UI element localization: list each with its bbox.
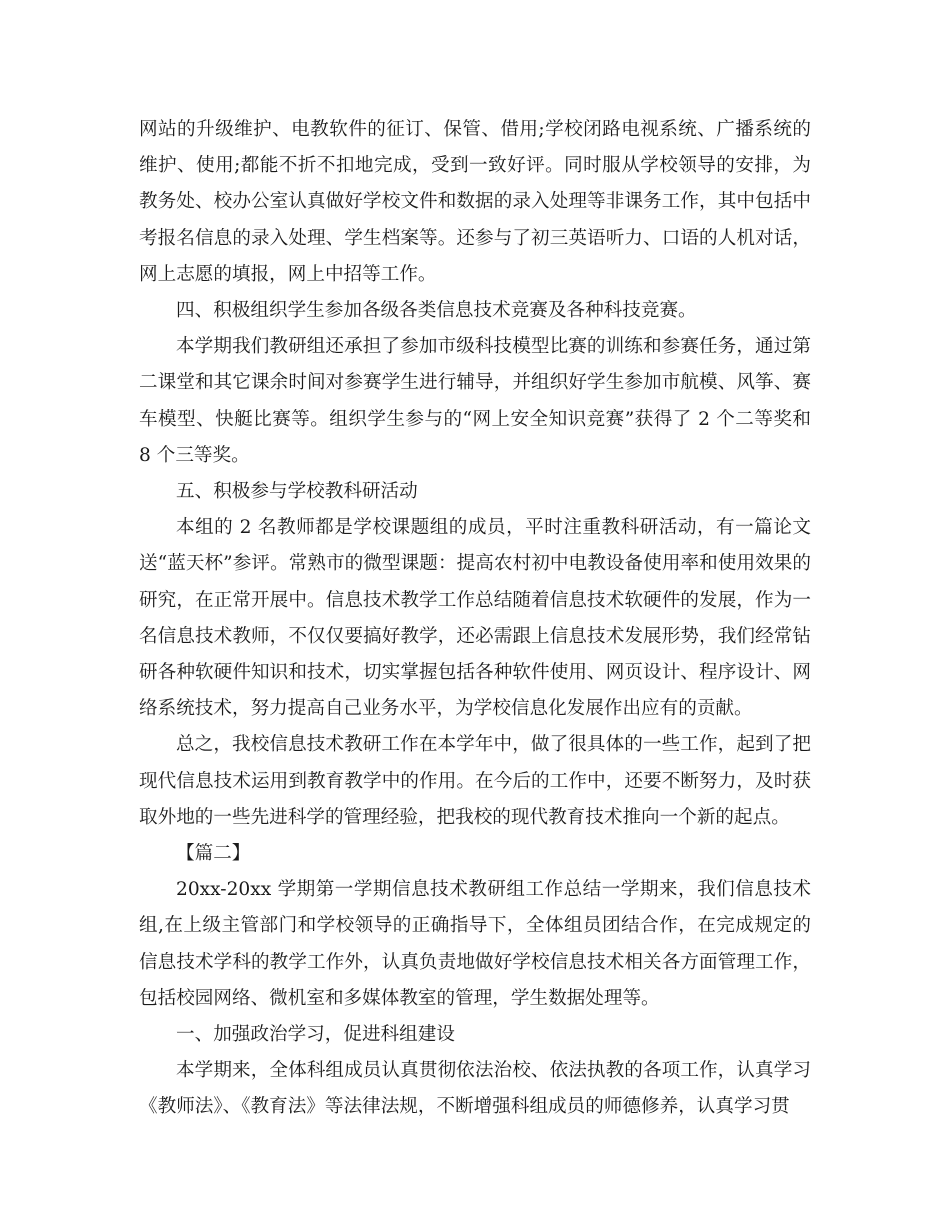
part-heading: 【篇二】 [176, 843, 251, 865]
document-body [139, 112, 811, 1126]
paragraph-conclusion: 总之，我校信息技术教研工作在本学年中，做了很具体的一些工作，起到了把现代信息技术运用到教育教学中的作用。在今后的工作中，还要不断努力，及时获取外地的一些先进科学的管理经验，把我校的现代教育技术推向一个新的起点。 [139, 734, 811, 828]
paragraph: 20xx-20xx 学期第一学期信息技术教研组工作总结一学期来，我们信息技术组,在上级主管部门和学校领导的正确指导下，全体组员团结合作，在完成规定的信息技术学科的教学工作外，认真负责地做好学校信息技术相关各方面管理工作，包括校园网络、微机室和多媒体教室的管理，学生数据处理等。 [139, 879, 811, 1009]
section-heading-five: 五、积极参与学校教科研活动 [176, 481, 418, 503]
section-heading-one: 一、加强政治学习，促进科组建设 [176, 1024, 455, 1046]
section-heading-four: 四、积极组织学生参加各级各类信息技术竞赛及各种科技竞赛。 [176, 300, 697, 322]
paragraph: 本组的 2 名教师都是学校课题组的成员，平时注重教科研活动，有一篇论文送“蓝天杯”参评。常熟市的微型课题：提高农村初中电教设备使用率和使用效果的研究，在正常开展中。信息技术教学工作总结随着信息技术软硬件的发展，作为一名信息技术教师，不仅仅要搞好教学，还必需跟上信息技术发展形势，我们经常钻研各种软硬件知识和技术，切实掌握包括各种软件使用、网页设计、程序设计、网络系统技术，努力提高自己业务水平，为学校信息化发展作出应有的贡献。 [139, 517, 811, 720]
paragraph: 本学期来，全体科组成员认真贯彻依法治校、依法执教的各项工作，认真学习《教师法》、《教育法》等法律法规，不断增强科组成员的师德修养，认真学习贯 [139, 1060, 811, 1118]
paragraph: 本学期我们教研组还承担了参加市级科技模型比赛的训练和参赛任务，通过第二课堂和其它课余时间对参赛学生进行辅导，并组织好学生参加市航模、风筝、赛车模型、快艇比赛等。组织学生参与的“网上安全知识竞赛”获得了 2 个二等奖和 8 个三等奖。 [139, 336, 811, 466]
paragraph-continuation: 网站的升级维护、电教软件的征订、保管、借用;学校闭路电视系统、广播系统的维护、使用;都能不折不扣地完成，受到一致好评。同时服从学校领导的安排，为教务处、校办公室认真做好学校文件和数据的录入处理等非课务工作，其中包括中考报名信息的录入处理、学生档案等。还参与了初三英语听力、口语的人机对话，网上志愿的填报，网上中招等工作。 [139, 119, 811, 285]
